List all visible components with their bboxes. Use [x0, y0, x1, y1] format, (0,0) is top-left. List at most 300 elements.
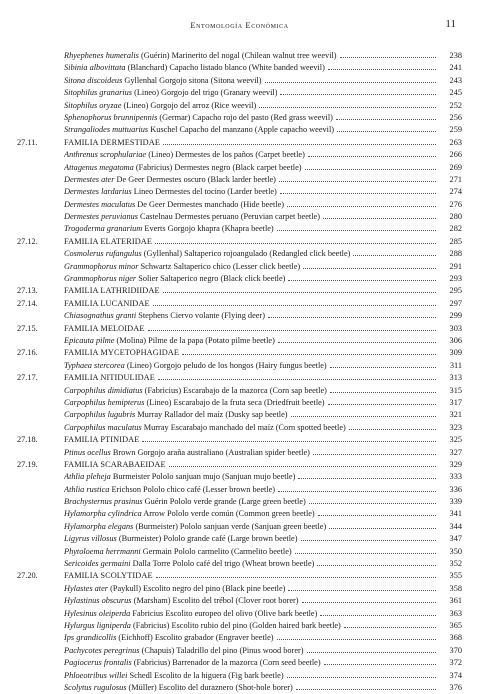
entry-page-number: 285: [449, 236, 462, 246]
toc-entry: [17, 335, 462, 347]
dot-leader: [298, 478, 436, 479]
scientific-name: Hylastinus obscurus: [64, 596, 132, 606]
toc-family-heading: [17, 285, 462, 297]
scientific-name: Hylastes ater: [64, 583, 109, 593]
scientific-name: Cosmolerus rufangulus: [64, 249, 142, 259]
dot-leader: [317, 565, 436, 566]
common-name: (Blanchard) Capacho listado blanco (White banded weevil): [125, 63, 325, 73]
scientific-name: Grammophorus niger: [64, 274, 137, 284]
scientific-name: Strangaliodes muttuarius: [64, 125, 149, 135]
entry-title: [64, 372, 155, 384]
common-name: (Burmeister) Pololo sanjuan verde (Sanjuan green beetle): [133, 521, 327, 531]
dot-leader: [323, 218, 436, 219]
entry-page-number: 306: [449, 335, 462, 345]
entry-title: [64, 162, 302, 174]
dot-leader: [337, 131, 436, 132]
common-name: (Paykull) Escolito negro del pino (Black pine beetle): [108, 583, 286, 593]
toc-entry: [17, 632, 462, 644]
section-number: 27.13.: [17, 286, 38, 296]
entry-page-number: 358: [449, 583, 462, 593]
entry-page-number: 276: [449, 199, 462, 209]
common-name: (Burmeister) Pololo grande café (Large brown beetle): [116, 534, 298, 544]
common-name: Kuschel Capacho del manzano (Apple capacho weevil): [148, 125, 335, 135]
entry-title: [64, 50, 337, 62]
dot-leader: [163, 292, 436, 293]
dot-leader: [277, 230, 436, 231]
entry-title: [64, 62, 325, 74]
entry-page-number: 344: [449, 521, 462, 531]
common-name: (Müller) Escolito del duraznero (Shot-hole borer): [126, 682, 293, 692]
scientific-name: Phloeotribus willei: [64, 670, 128, 680]
toc-entry: [17, 484, 462, 496]
entry-title: [64, 484, 275, 496]
entry-title: [64, 459, 166, 471]
entry-title: [64, 347, 179, 359]
entry-page-number: 271: [449, 174, 462, 184]
common-name: Murray Escarabajo manchado del maíz (Corn spotted beetle): [141, 422, 346, 432]
toc-entry: [17, 521, 462, 533]
dot-leader: [158, 379, 436, 380]
toc-entry: [17, 310, 462, 322]
dot-leader: [288, 590, 436, 591]
page-header: [17, 16, 462, 36]
entry-page-number: 376: [449, 682, 462, 692]
toc-entry: [17, 670, 462, 682]
entry-title: [64, 496, 306, 508]
entry-title: [64, 100, 256, 112]
entry-page-number: 295: [449, 286, 462, 296]
entry-title: [64, 670, 284, 682]
entry-title: [64, 112, 333, 124]
entry-title: [64, 447, 310, 459]
toc-entry: [17, 533, 462, 545]
entry-title: [64, 335, 275, 347]
section-number: 27.14.: [17, 298, 38, 308]
dot-leader: [295, 553, 436, 554]
dot-leader: [278, 491, 436, 492]
toc-entry: [17, 471, 462, 483]
entry-title: [64, 385, 327, 397]
common-name: Everts Gorgojo khapra (Khapra beetle): [142, 224, 274, 234]
entry-title: [64, 236, 152, 248]
dot-leader: [259, 107, 436, 108]
common-name: FAMILIA NITIDULIDAE: [64, 373, 155, 383]
entry-title: [64, 310, 265, 322]
entry-title: [64, 620, 341, 632]
common-name: Burmeister Pololo sanjuan mujo (Sanjuan mujo beetle): [110, 472, 296, 482]
scientific-name: Brachysternus prasinus: [64, 497, 143, 507]
toc-family-heading: [17, 323, 462, 335]
scientific-name: Carpophilus lugubris: [64, 410, 136, 420]
dot-leader: [313, 454, 436, 455]
common-name: (Fabricius) Escarabajo de la mazorca (Corn sap beetle): [142, 385, 327, 395]
toc-family-heading: [17, 347, 462, 359]
common-name: Arrow Pololo verde común (Common green beetle): [141, 509, 315, 519]
scientific-name: Carpophilus hemipterus: [64, 397, 145, 407]
common-name: (Gyllenhal) Saltaperico rojoangulado (Redangled click beetle): [141, 249, 351, 259]
entry-page-number: 363: [449, 608, 462, 618]
dot-leader: [277, 639, 436, 640]
common-name: Lineo Dermestes del tocino (Larder beetle): [131, 187, 277, 197]
entry-title: [64, 471, 295, 483]
common-name: FAMILIA ELATERIDAE: [64, 236, 153, 246]
entry-page-number: 311: [449, 360, 462, 370]
dot-leader: [344, 627, 436, 628]
common-name: Dalla Torre Pololo café del trigo (Wheat brown beetle): [130, 559, 315, 569]
toc-entry: [17, 546, 462, 558]
common-name: Castelnau Dermestes peruano (Peruvian carpet beetle): [137, 212, 320, 222]
toc-entry: [17, 496, 462, 508]
scientific-name: Rhyephenes humeralis: [64, 51, 139, 60]
dot-leader: [307, 652, 436, 653]
entry-title: [64, 632, 274, 644]
toc-entry: [17, 124, 462, 136]
toc-entry: [17, 657, 462, 669]
common-name: (Chapuis) Taladrillo del pino (Pinus wood borer): [139, 645, 304, 655]
entry-title: [64, 645, 304, 657]
toc-entry: [17, 558, 462, 570]
entry-title: [64, 298, 150, 310]
dot-leader: [280, 94, 436, 95]
entry-page-number: 266: [449, 150, 462, 160]
dot-leader: [268, 317, 436, 318]
dot-leader: [324, 664, 436, 665]
toc-entry: [17, 397, 462, 409]
entry-page-number: 325: [449, 435, 462, 445]
entry-title: [64, 521, 326, 533]
common-name: Germain Pololo carmelito (Carmelito beetle): [140, 546, 292, 556]
entry-page-number: 347: [449, 534, 462, 544]
dot-leader: [328, 404, 436, 405]
entry-title: [64, 570, 153, 582]
toc-entry: [17, 199, 462, 211]
dot-leader: [320, 615, 436, 616]
entry-title: [64, 583, 285, 595]
common-name: (Lineo) Gorgojo del trigo (Granary weevil): [132, 88, 278, 98]
entry-title: [64, 273, 285, 285]
entry-page-number: 374: [449, 670, 462, 680]
dot-leader: [330, 367, 436, 368]
common-name: (Lineo) Gorgojo del arroz (Rice weevil): [121, 100, 257, 110]
entry-page-number: 282: [449, 224, 462, 234]
common-name: (Lineo) Dermestes de los paños (Carpet beetle): [146, 150, 305, 160]
entry-page-number: 252: [449, 100, 462, 110]
scientific-name: Dermestes lardarius: [64, 187, 132, 197]
common-name: (Marsham) Escolito del trébol (Clover root borer): [131, 596, 299, 606]
common-name: Schedl Escolito de la higuera (Fig bark beetle): [127, 670, 284, 680]
dot-leader: [353, 255, 436, 256]
toc-entry: [17, 422, 462, 434]
common-name: FAMILIA MELOIDAE: [64, 323, 145, 333]
dot-leader: [279, 181, 436, 182]
common-name: (Lineo) Escarabajo de la fruta seca (Driedfruit beetle): [144, 397, 325, 407]
entry-title: [64, 657, 321, 669]
common-name: FAMILIA LUCANIDAE: [64, 298, 150, 308]
dot-leader: [169, 466, 436, 467]
dot-leader: [156, 577, 436, 578]
toc-entry: [17, 508, 462, 520]
dot-leader: [287, 677, 436, 678]
common-name: Schwartz Saltaperico chico (Lesser click beetle): [138, 261, 301, 271]
entry-title: [64, 261, 300, 273]
scientific-name: Athlia pleheja: [64, 472, 111, 482]
entry-title: [64, 508, 315, 520]
dot-leader: [309, 503, 436, 504]
common-name: Erichson Pololo chico café (Lesser brown beetle): [109, 484, 276, 494]
entry-page-number: 243: [449, 75, 462, 85]
scientific-name: Epicauta pilme: [64, 335, 115, 345]
scientific-name: Sericoides germaini: [64, 559, 131, 569]
entry-page-number: 368: [449, 633, 462, 643]
scientific-name: Trogoderma granarium: [64, 224, 143, 234]
entry-page-number: 245: [449, 88, 462, 98]
entry-page-number: 317: [449, 397, 462, 407]
dot-leader: [280, 193, 436, 194]
dot-leader: [288, 280, 436, 281]
common-name: FAMILIA SCARABAEIDAE: [64, 459, 166, 469]
toc-family-heading: [17, 137, 462, 149]
common-name: FAMILIA PTINIDAE: [64, 435, 140, 445]
common-name: Guérin Pololo verde grande (Large green beetle): [142, 497, 306, 507]
entry-page-number: 361: [449, 596, 462, 606]
entry-page-number: 355: [449, 571, 462, 581]
dot-leader: [328, 69, 436, 70]
entry-page-number: 256: [449, 112, 462, 122]
toc-entry: [17, 409, 462, 421]
scientific-name: Typhaea stercorea: [64, 360, 125, 370]
scientific-name: Ips grandicollis: [64, 633, 117, 643]
scientific-name: Dermestes peruvianus: [64, 212, 138, 222]
scientific-name: Attagenus megatoma: [64, 162, 134, 172]
toc-entry: [17, 112, 462, 124]
dot-leader: [148, 330, 437, 331]
toc-entry: [17, 50, 462, 62]
dot-leader: [155, 243, 436, 244]
toc-entry: [17, 100, 462, 112]
common-name: De Geer Dermestes manchado (Hide beetle): [135, 199, 285, 209]
entry-title: [64, 199, 284, 211]
entry-page-number: 336: [449, 484, 462, 494]
section-number: 27.17.: [17, 373, 38, 383]
entry-page-number: 241: [449, 63, 462, 73]
entry-page-number: 313: [449, 373, 462, 383]
entry-page-number: 327: [449, 447, 462, 457]
entry-title: [64, 533, 298, 545]
dot-leader: [349, 429, 436, 430]
entry-title: [64, 149, 305, 161]
toc-family-heading: [17, 298, 462, 310]
dot-leader: [163, 144, 436, 145]
common-name: Solier Saltaperico negro (Black click beetle): [136, 274, 286, 284]
entry-page-number: 352: [449, 559, 462, 569]
table-of-contents: [17, 50, 462, 694]
entry-page-number: 269: [449, 162, 462, 172]
scientific-name: Grammophorus minor: [64, 261, 139, 271]
entry-title: [64, 360, 327, 372]
toc-entry: [17, 211, 462, 223]
entry-title: [64, 87, 277, 99]
entry-title: [64, 186, 277, 198]
dot-leader: [278, 342, 436, 343]
toc-entry: [17, 385, 462, 397]
toc-entry: [17, 261, 462, 273]
toc-entry: [17, 62, 462, 74]
entry-title: [64, 211, 320, 223]
dot-leader: [265, 82, 436, 83]
entry-page-number: 297: [449, 298, 462, 308]
toc-entry: [17, 223, 462, 235]
entry-page-number: 333: [449, 472, 462, 482]
scientific-name: Sibinia albovittata: [64, 63, 126, 73]
scientific-name: Sitophilus granarius: [64, 88, 132, 98]
common-name: FAMILIA DERMESTIDAE: [64, 137, 161, 147]
toc-entry: [17, 248, 462, 260]
scientific-name: Dermestes maculatus: [64, 199, 136, 209]
common-name: (Guérin) Marinerito del nogal (Chilean walnut tree weevil): [138, 51, 337, 60]
entry-title: [64, 608, 317, 620]
common-name: (Fabricius) Escolito rubio del pino (Golden haired bark beetle): [130, 620, 341, 630]
section-number: 27.20.: [17, 571, 38, 581]
entry-page-number: 365: [449, 620, 462, 630]
entry-page-number: 309: [449, 348, 462, 358]
scientific-name: Pagiocerus frontalis: [64, 658, 132, 668]
entry-page-number: 315: [449, 385, 462, 395]
section-number: 27.19.: [17, 459, 38, 469]
dot-leader: [330, 392, 436, 393]
common-name: Brown Gorgojo araña australiano (Australian spider beetle): [110, 447, 310, 457]
entry-page-number: 259: [449, 125, 462, 135]
toc-entry: [17, 682, 462, 694]
entry-title: [64, 323, 145, 335]
entry-page-number: 303: [449, 323, 462, 333]
scientific-name: Carpophilus dimidiatus: [64, 385, 143, 395]
common-name: FAMILIA SCOLYTIDAE: [64, 571, 153, 581]
toc-family-heading: [17, 372, 462, 384]
toc-family-heading: [17, 570, 462, 582]
common-name: Stephens Ciervo volante (Flying deer): [136, 311, 265, 321]
scientific-name: Sitona discoideus: [64, 75, 123, 85]
entry-page-number: 341: [449, 509, 462, 519]
entry-title: [64, 422, 346, 434]
toc-entry: [17, 608, 462, 620]
common-name: (Germar) Capacho rojo del pasto (Red grass weevil): [157, 112, 333, 122]
entry-page-number: 323: [449, 422, 462, 432]
common-name: (Fabricius) Barrenador de la mazorca (Corn seed beetle): [131, 658, 321, 668]
section-number: 27.18.: [17, 435, 38, 445]
entry-page-number: 339: [449, 497, 462, 507]
scientific-name: Hylamorpha elegans: [64, 521, 134, 531]
entry-title: [64, 546, 292, 558]
entry-title: [64, 75, 262, 87]
dot-leader: [329, 528, 436, 529]
dot-leader: [301, 540, 437, 541]
dot-leader: [318, 515, 436, 516]
toc-entry: [17, 75, 462, 87]
toc-entry: [17, 87, 462, 99]
common-name: De Geer Dermestes oscuro (Black larder beetle): [114, 174, 276, 184]
toc-entry: [17, 360, 462, 372]
toc-entry: [17, 645, 462, 657]
entry-page-number: 350: [449, 546, 462, 556]
common-name: FAMILIA MYCETOPHAGIDAE: [64, 348, 180, 358]
common-name: Gyllenhal Gorgojo sitona (Sitona weevil): [122, 75, 262, 85]
entry-page-number: 321: [449, 410, 462, 420]
entry-page-number: 274: [449, 187, 462, 197]
toc-entry: [17, 149, 462, 161]
entry-title: [64, 124, 334, 136]
scientific-name: Sitophilus oryzae: [64, 100, 122, 110]
common-name: (Molina) Pilme de la papa (Potato pilme beetle): [114, 335, 275, 345]
entry-page-number: 372: [449, 658, 462, 668]
toc-entry: [17, 583, 462, 595]
dot-leader: [340, 57, 436, 58]
section-number: 27.11.: [17, 137, 38, 147]
scientific-name: Sphenophorus brunnipennis: [64, 112, 158, 122]
dot-leader: [153, 305, 436, 306]
scientific-name: Hylurgus ligniperda: [64, 620, 131, 630]
entry-page-number: 288: [449, 249, 462, 259]
dot-leader: [305, 169, 436, 170]
entry-title: [64, 285, 160, 297]
entry-title: [64, 595, 299, 607]
toc-entry: [17, 162, 462, 174]
entry-title: [64, 434, 139, 446]
scientific-name: Chiasognathus granti: [64, 311, 137, 321]
entry-title: [64, 682, 293, 694]
entry-title: [64, 174, 276, 186]
entry-page-number: 299: [449, 311, 462, 321]
common-name: FAMILIA LATHRIDIIDAE: [64, 286, 160, 296]
scientific-name: Phytoloema herrmanni: [64, 546, 141, 556]
entry-page-number: 263: [449, 137, 462, 147]
toc-entry: [17, 595, 462, 607]
scientific-name: Pachycotes peregrinus: [64, 645, 140, 655]
entry-page-number: 329: [449, 459, 462, 469]
entry-title: [64, 409, 288, 421]
scientific-name: Ligyrus villosus: [64, 534, 117, 544]
entry-title: [64, 248, 350, 260]
scientific-name: Hylamorpha cylindrica: [64, 509, 142, 519]
toc-family-heading: [17, 236, 462, 248]
toc-entry: [17, 447, 462, 459]
entry-page-number: 293: [449, 274, 462, 284]
entry-page-number: 291: [449, 261, 462, 271]
entry-page-number: 370: [449, 645, 462, 655]
toc-family-heading: [17, 459, 462, 471]
common-name: Murray Rallador del maíz (Dusky sap beetle): [135, 410, 288, 420]
dot-leader: [291, 416, 436, 417]
entry-page-number: 238: [449, 51, 462, 60]
scientific-name: Carpophilus maculatus: [64, 422, 142, 432]
toc-entry: [17, 620, 462, 632]
dot-leader: [302, 602, 436, 603]
entry-title: [64, 397, 325, 409]
running-title: Entomología Económica: [190, 20, 289, 30]
dot-leader: [142, 441, 436, 442]
toc-entry: [17, 186, 462, 198]
common-name: (Lineo) Gorgojo peludo de los hongos (Hairy fungus beetle): [124, 360, 327, 370]
scientific-name: Ptinus ocellus: [64, 447, 111, 457]
section-number: 27.16.: [17, 348, 38, 358]
entry-title: [64, 223, 274, 235]
scientific-name: Hylesinus oleiperda: [64, 608, 131, 618]
dot-leader: [308, 156, 436, 157]
scientific-name: Anthrenus scrophulariae: [64, 150, 147, 160]
scientific-name: Scolytus rugulosus: [64, 682, 127, 692]
scientific-name: Athlia rustica: [64, 484, 110, 494]
scientific-name: Dermestes ater: [64, 174, 115, 184]
toc-family-heading: [17, 434, 462, 446]
